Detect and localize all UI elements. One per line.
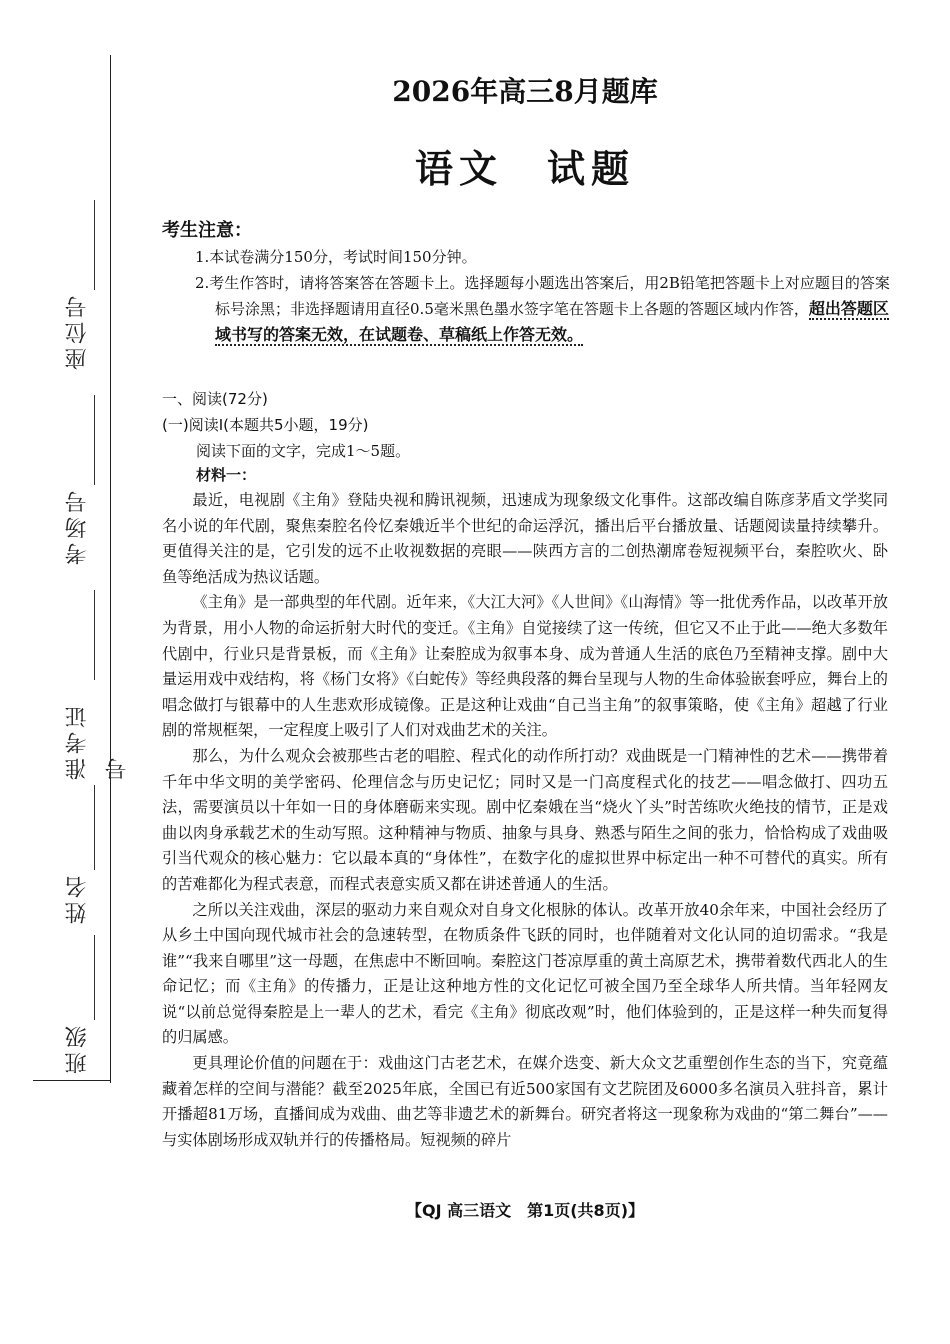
notice-item-2 <box>195 270 895 348</box>
exam-room-label: 考场号 <box>65 487 90 565</box>
passage-paragraph: 更具理论价值的问题在于：戏曲这门古老艺术，在媒介迭变、新大众文艺重塑创作生态的当下，究竟蕴藏着怎样的空间与潜能？截至2025年底，全国已有近500家国有文艺院团及6000多名演员入驻抖音，累计开播超81万场，直播间成为戏曲、曲艺等非遗艺术的新舞台。研究者将这一现象称为戏曲的“第二舞台”——与实体剧场形成双轨并行的传播格局。短视频的碎片 <box>162 1054 888 1149</box>
page-footer: 【QJ 高三语文 第1页(共8页)】 <box>405 1201 645 1220</box>
notice-item-2-emphasis: 超出答题区域书写的答案无效，在试题卷、草稿纸上作答无效。 <box>215 299 889 344</box>
reading-passage <box>162 488 888 1153</box>
notice-item-1: 1.本试卷满分150分，考试时间150分钟。 <box>195 248 477 266</box>
admission-ticket-label: 准考证号 <box>65 702 130 780</box>
exam-room-field[interactable] <box>58 395 98 585</box>
section-sub-heading: (一)阅读Ⅰ(本题共5小题，19分) <box>162 416 369 434</box>
binding-margin-line <box>110 55 111 1083</box>
passage-paragraph: 之所以关注戏曲，深层的驱动力来自观众对自身文化根脉的体认。改革开放40余年来，中国社会经历了从乡土中国向现代城市社会的急速转型，在物质条件飞跃的同时，也伴随着对文化认同的迫切需求。“我是谁”“我来自哪里”这一母题，在焦虑中不断回响。秦腔这门苍凉厚重的黄土高原艺术，携带着数代西北人的生命记忆；而《主角》的传播力，正是让这种地方性的文化记忆可被全国乃至全球华人所共情。当年轻网友说“以前总觉得秦腔是上一辈人的艺术，看完《主角》彻底改观”时，他们体验到的，正是这样一种失而复得的归属感。 <box>162 900 888 1047</box>
material-label: 材料一： <box>196 466 257 484</box>
section-instruction: 阅读下面的文字，完成1～5题。 <box>196 442 411 460</box>
binding-margin-foot-line <box>33 1080 111 1081</box>
name-field[interactable] <box>58 785 98 925</box>
seat-number-label: 座位号 <box>65 292 90 370</box>
passage-paragraph: 最近，电视剧《主角》登陆央视和腾讯视频，迅速成为现象级文化事件。这部改编自陈彦茅盾文学奖同名小说的年代剧，聚焦秦腔名伶忆秦娥近半个世纪的命运浮沉，播出后平台播放量、话题阅读量持续攀升。更值得关注的是，它引发的远不止收视数据的亮眼——陕西方言的二创热潮席卷短视频平台，秦腔吹火、卧鱼等绝活成为热议话题。 <box>162 491 888 586</box>
section-part-heading: 一、阅读(72分) <box>162 390 268 408</box>
class-field[interactable] <box>58 935 98 1075</box>
exam-room-line <box>94 395 95 485</box>
subject-title: 语文 试题 <box>414 146 635 191</box>
name-line <box>94 785 95 870</box>
exam-bank-title: 2026年高三8月题库 <box>392 75 658 108</box>
notice-item-2-text: 2.考生作答时，请将答案答在答题卡上。选择题每小题选出答案后，用2B铅笔把答题卡上对应题目的答案标号涂黑；非选择题请用直径0.5毫米黑色墨水签字笔在答题卡上各题的答题区域内作答， <box>195 274 890 318</box>
name-label: 姓名 <box>65 872 90 924</box>
class-line <box>94 935 95 1020</box>
seat-number-field[interactable] <box>58 200 98 390</box>
passage-paragraph: 《主角》是一部典型的年代剧。近年来，《大江大河》《人世间》《山海情》等一批优秀作品，以改革开放为背景，用小人物的命运折射大时代的变迁。《主角》自觉接续了这一传统，但它又不止于此——绝大多数年代剧中，行业只是背景板，而《主角》让秦腔成为叙事本身、成为普通人生活的底色乃至精神支撑。剧中大量运用戏中戏结构，将《杨门女将》《白蛇传》等经典段落的舞台呈现与人物的生命体验嵌套呼应，舞台上的唱念做打与银幕中的人生悲欢形成镜像。正是这种让戏曲“自己当主角”的叙事策略，使《主角》超越了行业剧的常规框架，一定程度上吸引了人们对戏曲艺术的关注。 <box>162 593 888 740</box>
passage-paragraph: 那么，为什么观众会被那些古老的唱腔、程式化的动作所打动？戏曲既是一门精神性的艺术——携带着千年中华文明的美学密码、伦理信念与历史记忆；同时又是一门高度程式化的技艺——唱念做打、四功五法，需要演员以十年如一日的身体磨砺来实现。剧中忆秦娥在当“烧火丫头”时苦练吹火绝技的情节，正是戏曲以肉身承载艺术的生动写照。这种精神与物质、抽象与具身、熟悉与陌生之间的张力，恰恰构成了戏曲吸引当代观众的核心魅力：它以最本真的“身体性”，在数字化的虚拟世界中标定出一种不可替代的真实。所有的苦难都化为程式表意，而程式表意实质又都在讲述普通人的生活。 <box>162 746 888 893</box>
class-label: 班级 <box>65 1022 90 1074</box>
admission-ticket-line <box>94 590 95 680</box>
notice-heading: 考生注意： <box>162 220 252 241</box>
admission-ticket-field[interactable] <box>58 590 130 780</box>
seat-number-line <box>94 200 95 290</box>
